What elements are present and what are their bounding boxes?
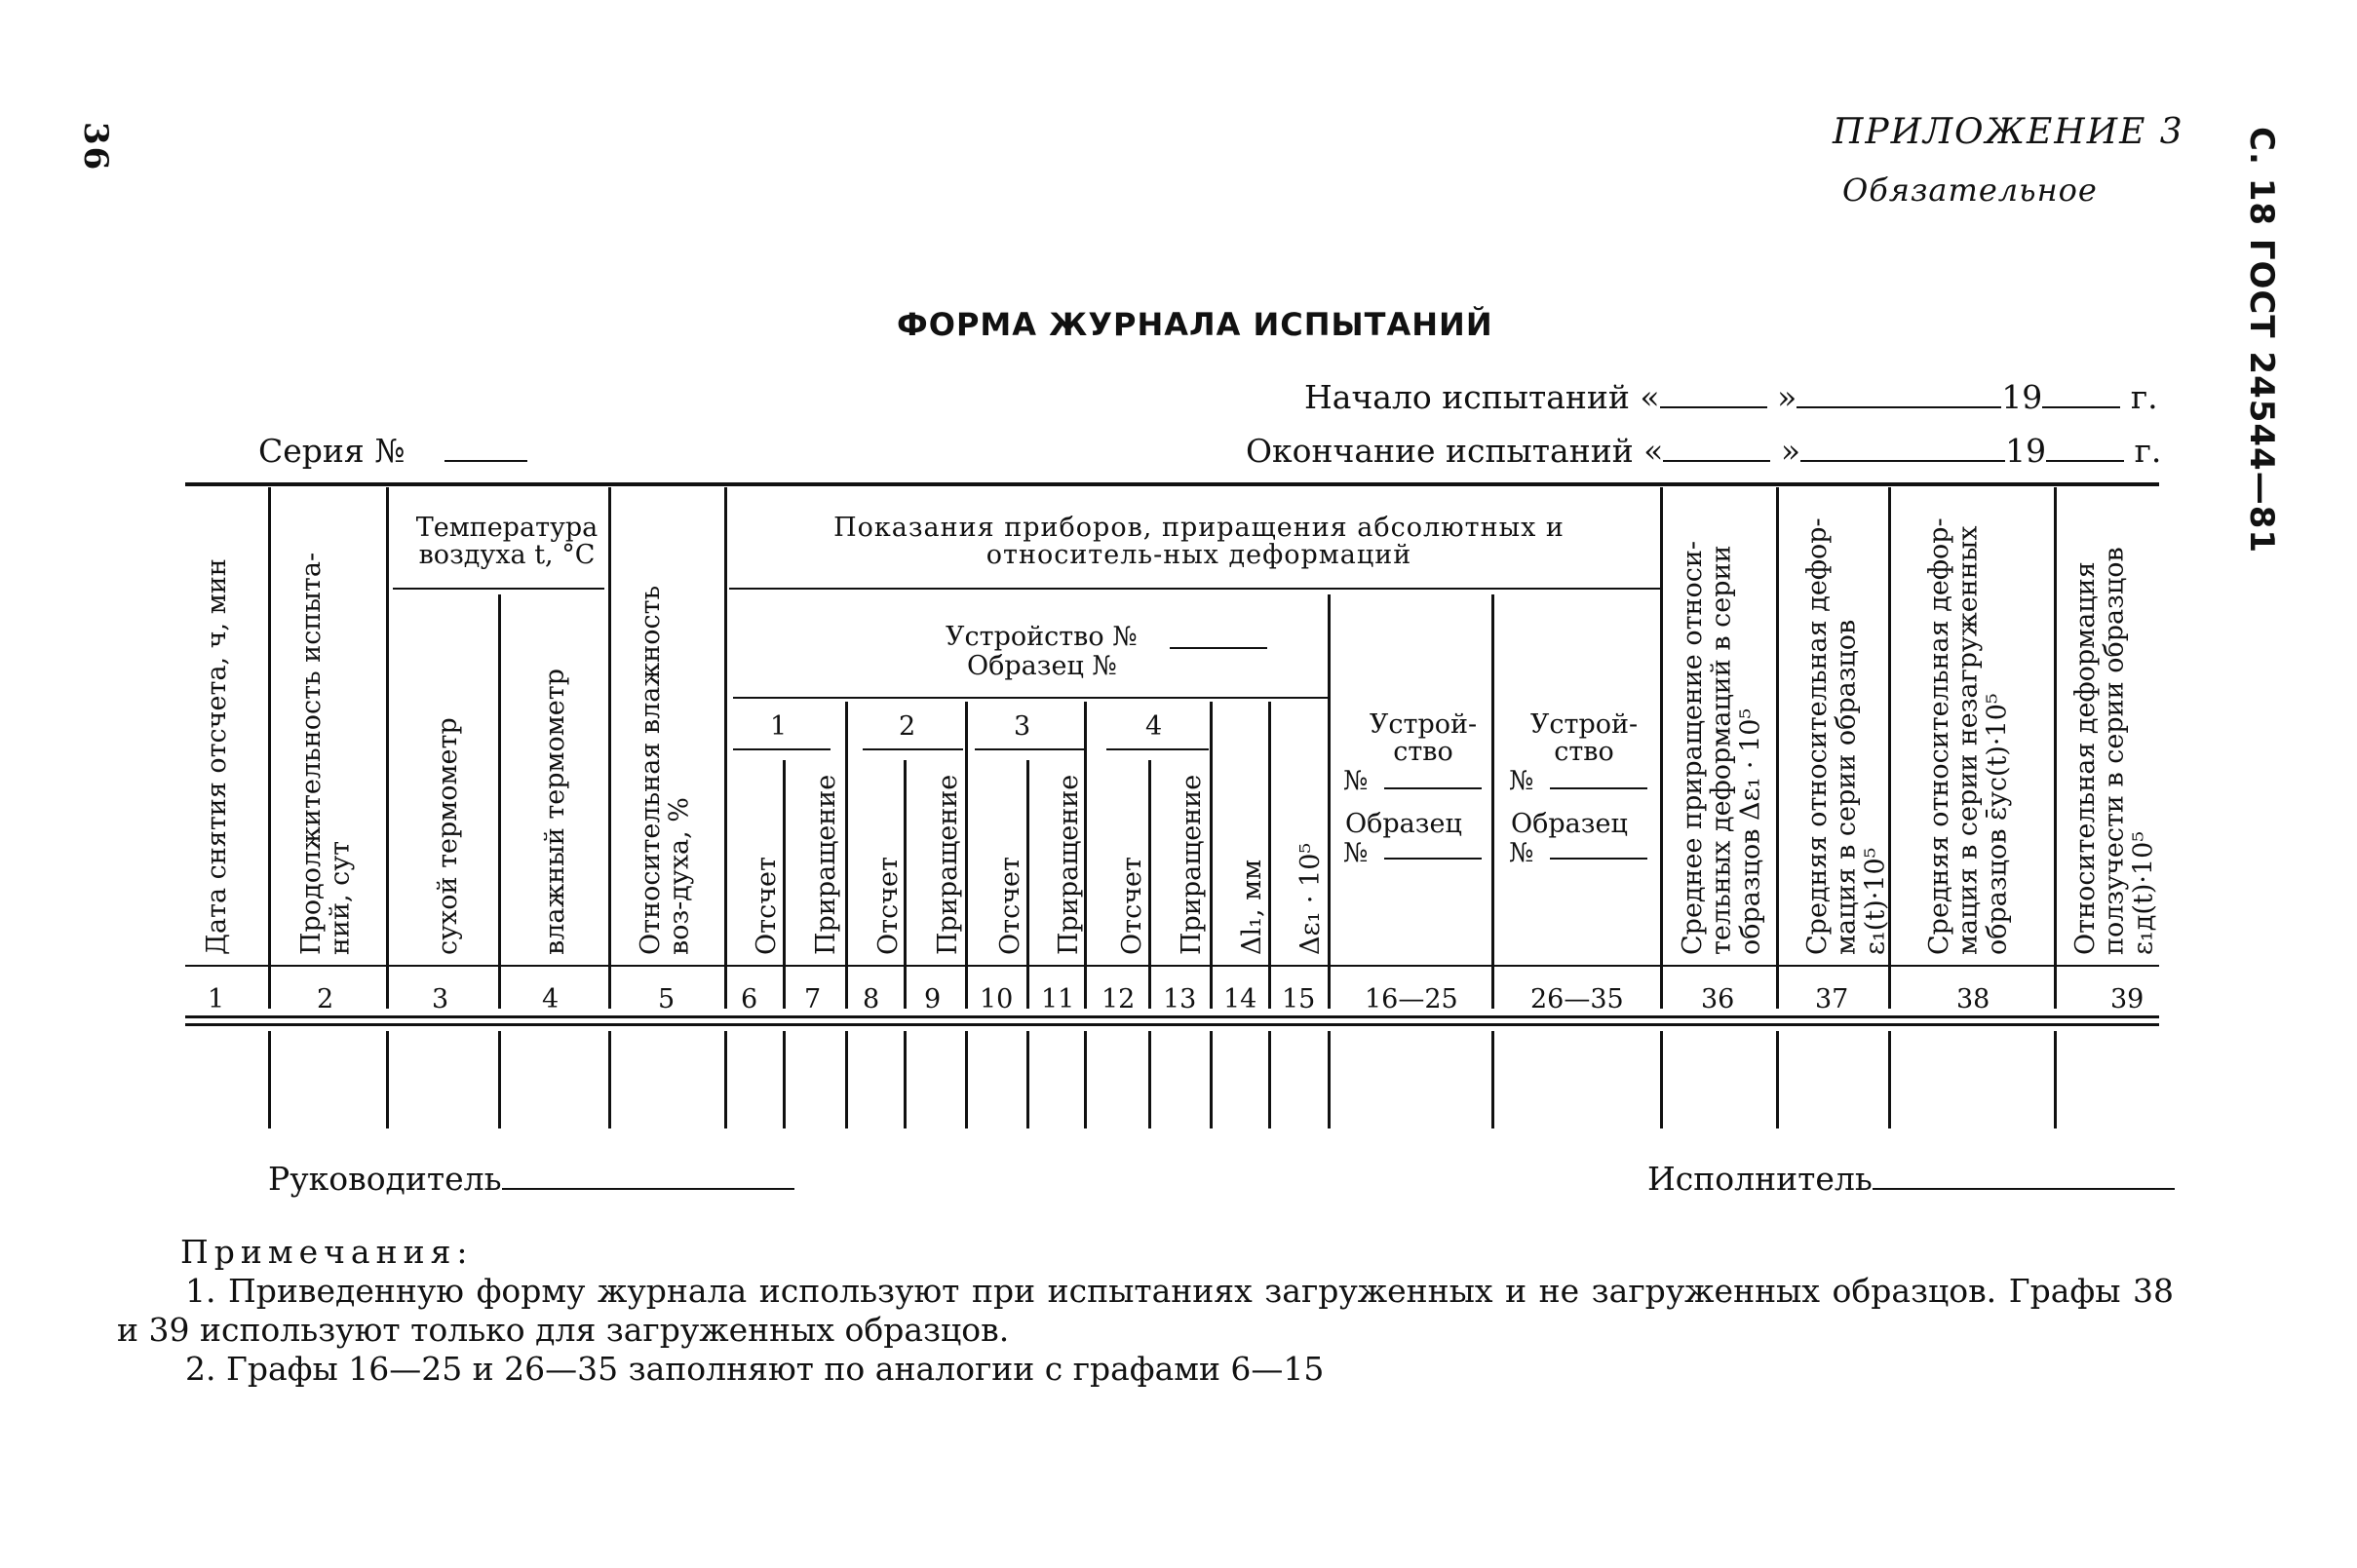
sub3-header: 3 [1014, 711, 1031, 742]
sample-b-label: Образец [1511, 809, 1628, 839]
increment-7-header: Приращение [811, 774, 841, 955]
sample-label: Образец № [967, 651, 1117, 681]
vline [386, 1031, 389, 1128]
col-number: 15 [1282, 984, 1316, 1014]
increment-11-header: Приращение [1054, 774, 1084, 955]
vline [498, 594, 501, 1009]
vline [1026, 1031, 1029, 1128]
document-code: С. 18 ГОСТ 24544—81 [2242, 127, 2281, 555]
device-b-blank[interactable] [1550, 787, 1647, 789]
numbers-rule-1 [185, 1015, 2159, 1018]
leader-field [268, 1160, 794, 1198]
col39-header: Относительная деформация ползучести в серии образцов ε₁д(t)·10⁵ [2070, 547, 2159, 955]
col37-header: Средняя относительная дефор-мация в серии образцов ε₁(t)·10⁵ [1802, 517, 1891, 955]
vline [1776, 1031, 1779, 1128]
numbers-rule-2 [185, 1023, 2159, 1026]
vline [1660, 487, 1663, 1009]
vline [1268, 702, 1271, 1009]
col36-header: Среднее приращение относи-тельных деформаций в серии образцов Δε₁ · 10⁵ [1678, 540, 1766, 955]
col-number: 8 [863, 984, 880, 1014]
device-a-blank[interactable] [1384, 787, 1482, 789]
start-day-blank[interactable] [1660, 379, 1767, 408]
executor-field [1647, 1160, 2175, 1198]
vline [2054, 1031, 2057, 1128]
col3-header: сухой термометр [433, 717, 463, 955]
vline [845, 702, 848, 1009]
vline [1084, 1031, 1087, 1128]
sub3-rule [975, 748, 1087, 750]
col-number: 16—25 [1365, 984, 1458, 1014]
vline [608, 1031, 611, 1128]
sample-a-label: Образец [1345, 809, 1462, 839]
sample-b-no: № [1509, 838, 1534, 868]
notes [117, 1233, 2174, 1389]
start-year-prefix: 19 [2001, 378, 2043, 416]
vline [498, 1031, 501, 1128]
note-2: 2. Графы 16—25 и 26—35 заполняют по аналогии с графами 6—15 [185, 1350, 1325, 1388]
vline [2054, 487, 2057, 1009]
vline [724, 487, 727, 1009]
sub2-header: 2 [899, 711, 916, 742]
executor-blank[interactable] [1873, 1161, 2175, 1190]
col-number: 12 [1101, 984, 1136, 1014]
vline [1491, 594, 1494, 1009]
start-date-field [1304, 378, 2158, 416]
end-year-blank[interactable] [2046, 433, 2124, 462]
col-number: 6 [741, 984, 758, 1014]
vline [783, 1031, 786, 1128]
col-number: 37 [1815, 984, 1849, 1014]
start-month-blank[interactable] [1797, 379, 2001, 408]
reading-6-header: Отсчет [752, 857, 782, 955]
increment-9-header: Приращение [933, 774, 963, 955]
executor-label: Исполнитель [1647, 1160, 1873, 1198]
end-mid: » [1780, 432, 1801, 470]
vline [1491, 1031, 1494, 1128]
sub1-rule [733, 748, 831, 750]
temp-sub-rule [393, 588, 604, 590]
col-number: 5 [658, 984, 676, 1014]
vline [1328, 1031, 1331, 1128]
vline [1148, 1031, 1151, 1128]
col1-header: Дата снятия отсчета, ч, мин [202, 558, 232, 955]
sub4-header: 4 [1145, 711, 1163, 742]
vline [386, 487, 389, 1009]
reading-10-header: Отсчет [995, 857, 1025, 955]
notes-heading: Примечания: [180, 1233, 474, 1271]
col5-header: Относительная влажность воз-духа, % [636, 585, 695, 955]
sample-a-no: № [1343, 838, 1369, 868]
sub1-header: 1 [770, 711, 788, 742]
col-number: 11 [1041, 984, 1075, 1014]
end-label: Окончание испытаний « [1246, 432, 1664, 470]
end-day-blank[interactable] [1663, 433, 1770, 462]
vline [1328, 594, 1331, 1009]
col-number: 13 [1163, 984, 1197, 1014]
col-number: 38 [1956, 984, 1990, 1014]
device-blank[interactable] [1170, 647, 1267, 649]
temp-group-header: Температура воздуха t, °C [415, 513, 599, 570]
col2-header: Продолжительность испыта-ний, сут [296, 552, 356, 955]
page-title: ФОРМА ЖУРНАЛА ИСПЫТАНИЙ [897, 306, 1493, 343]
vline [608, 487, 611, 1009]
reading-8-header: Отсчет [873, 857, 904, 955]
page-number: 36 [76, 122, 115, 172]
vline [268, 1031, 271, 1128]
vline [1660, 1031, 1663, 1128]
end-month-blank[interactable] [1800, 433, 2005, 462]
device-b-label: Устрой-ство [1529, 709, 1639, 767]
start-year-suffix: г. [2130, 378, 2158, 416]
table-top-rule [185, 482, 2159, 486]
vline [1268, 1031, 1271, 1128]
sample-a-blank[interactable] [1384, 858, 1482, 860]
vline [1776, 487, 1779, 1009]
vline [724, 1031, 727, 1128]
vline [1026, 760, 1029, 1009]
col-number: 7 [804, 984, 822, 1014]
col-number: 26—35 [1530, 984, 1624, 1014]
start-year-blank[interactable] [2042, 379, 2120, 408]
device-b-no: № [1509, 766, 1534, 796]
vline [904, 1031, 907, 1128]
end-date-field [1246, 432, 2161, 470]
sample-b-blank[interactable] [1550, 858, 1647, 860]
col-number: 14 [1223, 984, 1257, 1014]
start-label: Начало испытаний « [1304, 378, 1660, 416]
vline [1084, 702, 1087, 1009]
reading-12-header: Отсчет [1117, 857, 1147, 955]
end-year-prefix: 19 [2005, 432, 2047, 470]
vline [904, 760, 907, 1009]
readings-group-header: Показания приборов, приращения абсолютных и относитель-ных деформаций [833, 513, 1565, 570]
vline [783, 760, 786, 1009]
vline [845, 1031, 848, 1128]
end-year-suffix: г. [2134, 432, 2162, 470]
col-number: 1 [208, 984, 225, 1014]
vline [1210, 1031, 1213, 1128]
leader-blank[interactable] [502, 1161, 794, 1190]
header-bottom-rule [185, 965, 2159, 967]
series-label: Серия № [258, 432, 406, 470]
col-number: 36 [1701, 984, 1735, 1014]
vline [965, 702, 968, 1009]
sub2-rule [863, 748, 963, 750]
col-number: 9 [924, 984, 942, 1014]
sub4-rule [1106, 748, 1209, 750]
start-mid: » [1777, 378, 1797, 416]
vline [1210, 702, 1213, 1009]
col-number: 4 [542, 984, 560, 1014]
appendix-label: ПРИЛОЖЕНИЕ 3 [1833, 112, 2184, 152]
note-1: 1. Приведенную форму журнала используют при испытаниях загруженных и не загруженных образцов. Графы 38 и 39 используют только для загруженных образцов. [117, 1272, 2174, 1349]
vline [965, 1031, 968, 1128]
device-a-label: Устрой-ство [1369, 709, 1478, 767]
device-a-no: № [1343, 766, 1369, 796]
leader-label: Руководитель [268, 1160, 502, 1198]
device-sub-rule [733, 697, 1328, 699]
series-blank[interactable] [444, 433, 527, 462]
series-field [258, 432, 527, 470]
col4-header: влажный термометр [540, 668, 570, 955]
col14-header: Δl₁, мм [1237, 859, 1267, 955]
vline [268, 487, 271, 1009]
vline [1888, 1031, 1891, 1128]
readings-sub-rule [729, 588, 1660, 590]
col-number: 10 [980, 984, 1014, 1014]
col-number: 3 [432, 984, 449, 1014]
col-number: 2 [317, 984, 334, 1014]
increment-13-header: Приращение [1177, 774, 1207, 955]
appendix-status: Обязательное [1842, 172, 2098, 209]
vline [1148, 760, 1151, 1009]
col38-header: Средняя относительная дефор-мация в серии незагруженных образцов ε̄ус(t)·10⁵ [1924, 517, 2013, 955]
device-label: Устройство № [946, 622, 1138, 652]
col15-header: Δε₁ · 10⁵ [1295, 842, 1326, 955]
col-number: 39 [2110, 984, 2144, 1014]
